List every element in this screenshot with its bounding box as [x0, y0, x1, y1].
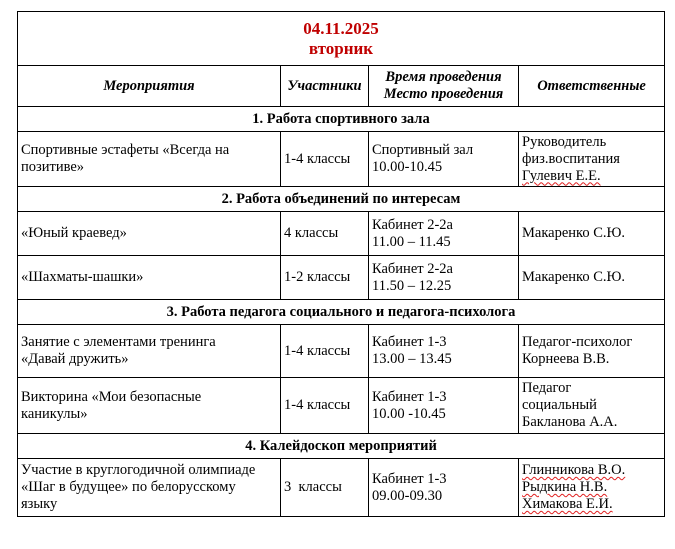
responsible-cell — [519, 459, 665, 517]
responsible-line: социальный — [522, 397, 597, 413]
weekday: вторник — [308, 38, 374, 58]
responsible-name: Химакова Е.И. — [522, 496, 613, 512]
event-cell — [18, 325, 281, 378]
responsible-cell — [519, 325, 665, 378]
column-header-time: Время проведения — [385, 69, 502, 85]
event-line: Занятие с элементами тренинга — [21, 334, 216, 350]
event-cell — [18, 256, 281, 300]
place-line: Кабинет 2-2а — [372, 216, 453, 233]
place-time-cell — [369, 459, 519, 517]
event-line: языку — [21, 496, 58, 512]
section-title: 2. Работа объединений по интересам — [18, 187, 665, 212]
event-line: Викторина «Мои безопасные — [21, 388, 202, 405]
responsible-line: Педагог-психолог — [522, 334, 633, 350]
event-cell — [18, 378, 281, 434]
column-header-row — [18, 66, 665, 107]
time-line: 10.00 -10.45 — [372, 405, 446, 422]
column-header-time-place — [369, 66, 519, 107]
date-cell — [18, 12, 665, 66]
place-time-cell — [369, 378, 519, 434]
table-row — [18, 325, 665, 378]
responsible-cell — [519, 132, 665, 187]
responsible-cell — [519, 378, 665, 434]
responsible-line: Руководитель — [522, 133, 607, 150]
participants-cell: 1-4 классы — [281, 325, 369, 378]
responsible-cell — [519, 256, 665, 300]
event-line: «Юный краевед» — [21, 225, 127, 241]
event-line: Участие в круглогодичной олимпиаде — [21, 462, 256, 478]
responsible-cell — [519, 212, 665, 256]
event-line: каникулы» — [21, 405, 88, 422]
event-line: «Давай дружить» — [21, 351, 129, 367]
place-time-cell — [369, 212, 519, 256]
section-row — [18, 107, 665, 132]
schedule-table — [17, 11, 665, 517]
time-line: 13.00 – 13.45 — [372, 351, 452, 367]
place-line: Кабинет 1-3 — [372, 334, 447, 350]
event-cell — [18, 132, 281, 187]
section-title: 1. Работа спортивного зала — [18, 107, 665, 132]
responsible-line: Корнеева В.В. — [522, 351, 610, 367]
place-time-cell — [369, 325, 519, 378]
section-row — [18, 300, 665, 325]
section-title: 3. Работа педагога социального и педагога-психолога — [18, 300, 665, 325]
time-line: 10.00-10.45 — [372, 159, 443, 175]
place-time-cell — [369, 256, 519, 300]
event-line: «Шаг в будущее» по белорусскому — [21, 479, 236, 495]
participants-cell: 1-2 классы — [281, 256, 369, 300]
event-line: Спортивные эстафеты «Всегда на — [21, 142, 230, 158]
date-row — [18, 12, 665, 66]
responsible-name: Гулевич Е.Е. — [522, 167, 601, 184]
column-header-event: Мероприятия — [18, 66, 281, 107]
participants-cell: 3 классы — [281, 459, 369, 517]
table-row — [18, 459, 665, 517]
event-line: позитиве» — [21, 159, 85, 175]
responsible-name: Рыдкина Н.В. — [522, 479, 608, 495]
event-cell — [18, 212, 281, 256]
participants-cell: 4 классы — [281, 212, 369, 256]
table-row — [18, 256, 665, 300]
place-time-cell — [369, 132, 519, 187]
place-line: Спортивный зал — [372, 142, 474, 158]
table-row — [18, 132, 665, 187]
place-line: Кабинет 1-3 — [372, 470, 447, 487]
section-row — [18, 434, 665, 459]
table-row — [18, 212, 665, 256]
column-header-responsible: Ответственные — [519, 66, 665, 107]
participants-cell: 1-4 классы — [281, 378, 369, 434]
event-cell — [18, 459, 281, 517]
section-title: 4. Калейдоскоп мероприятий — [18, 434, 665, 459]
time-line: 11.50 – 12.25 — [372, 277, 452, 294]
section-row — [18, 187, 665, 212]
participants-cell: 1-4 классы — [281, 132, 369, 187]
responsible-name: Глинникова В.О. — [522, 462, 626, 478]
column-header-place: Место проведения — [383, 86, 504, 102]
responsible-line: Макаренко С.Ю. — [522, 225, 626, 241]
time-line: 09.00-09.30 — [372, 487, 443, 504]
event-line: «Шахматы-шашки» — [21, 269, 144, 285]
date: 04.11.2025 — [303, 18, 379, 38]
place-line: Кабинет 2-2а — [372, 260, 453, 277]
time-line: 11.00 – 11.45 — [372, 233, 451, 250]
place-line: Кабинет 1-3 — [372, 388, 447, 405]
responsible-line: Макаренко С.Ю. — [522, 269, 626, 285]
responsible-line: физ.воспитания — [522, 150, 620, 167]
responsible-line: Педагог — [522, 380, 572, 396]
table-row — [18, 378, 665, 434]
responsible-line: Бакланова А.А. — [522, 414, 618, 430]
column-header-participants: Участники — [281, 66, 369, 107]
